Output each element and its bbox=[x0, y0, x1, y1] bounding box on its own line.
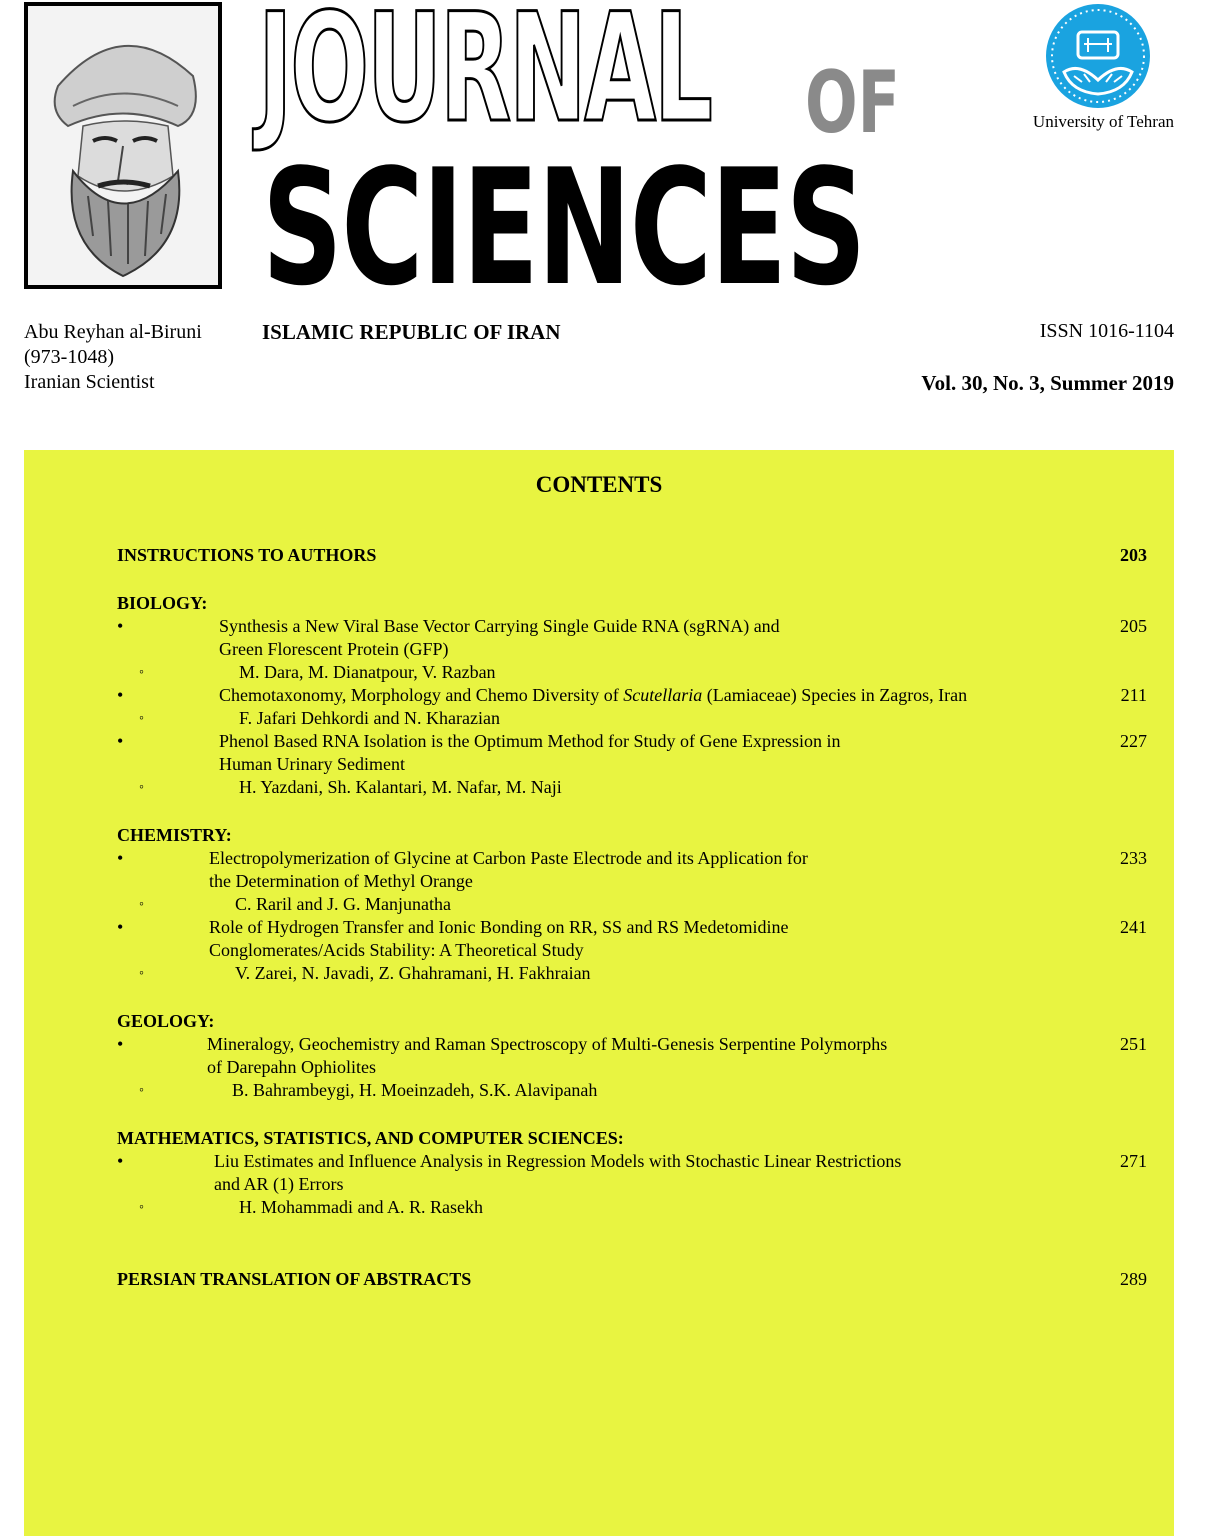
caption-name: Abu Reyhan al-Biruni bbox=[24, 321, 202, 343]
bullet-icon: • bbox=[117, 917, 124, 937]
article-title bbox=[209, 916, 1069, 962]
article-authors bbox=[117, 707, 1147, 730]
sub-bullet-icon: ◦ bbox=[139, 966, 144, 981]
bullet-icon: • bbox=[117, 685, 124, 705]
article-title bbox=[219, 730, 1079, 776]
volume-issue-label: Vol. 30, No. 3, Summer 2019 bbox=[921, 371, 1174, 395]
article-authors bbox=[117, 1079, 1147, 1102]
list-item[interactable] bbox=[117, 730, 1147, 776]
bullet-icon: • bbox=[117, 616, 124, 636]
article-authors bbox=[117, 776, 1147, 799]
article-title-line: Electropolymerization of Glycine at Carbon Paste Electrode and its Application for bbox=[209, 848, 808, 868]
page-number: 227 bbox=[1120, 731, 1147, 751]
section-heading-chemistry: CHEMISTRY: bbox=[117, 825, 232, 845]
page-number: 205 bbox=[1120, 616, 1147, 636]
country-label: ISLAMIC REPUBLIC OF IRAN bbox=[262, 320, 561, 344]
entry-title: INSTRUCTIONS TO AUTHORS bbox=[117, 545, 377, 565]
page-number: 271 bbox=[1120, 1151, 1147, 1171]
article-title-line: Phenol Based RNA Isolation is the Optimum Method for Study of Gene Expression in bbox=[219, 731, 841, 751]
article-authors bbox=[117, 1196, 1147, 1219]
article-title-part: (Lamiaceae) Species in Zagros, Iran bbox=[702, 685, 968, 705]
article-title-line: Role of Hydrogen Transfer and Ionic Bonding on RR, SS and RS Medetomidine bbox=[209, 917, 789, 937]
university-seal-logo bbox=[1044, 2, 1152, 110]
sub-bullet-icon: ◦ bbox=[139, 665, 144, 680]
issn-label: ISSN 1016-1104 bbox=[1039, 320, 1174, 342]
list-item[interactable] bbox=[117, 916, 1147, 962]
page-number: 211 bbox=[1120, 685, 1147, 705]
instructions-entry[interactable] bbox=[117, 544, 1147, 567]
article-authors bbox=[117, 893, 1147, 916]
article-title-line: Mineralogy, Geochemistry and Raman Spectroscopy of Multi-Genesis Serpentine Polymorphs bbox=[207, 1034, 888, 1054]
list-item[interactable] bbox=[117, 684, 1147, 707]
page-number: 241 bbox=[1120, 917, 1147, 937]
authors-text: H. Yazdani, Sh. Kalantari, M. Nafar, M. Naji bbox=[239, 777, 562, 797]
article-title-line: the Determination of Methyl Orange bbox=[209, 871, 473, 891]
article-title bbox=[207, 1033, 1107, 1079]
journal-title-sciences: SCIENCES bbox=[262, 134, 865, 321]
article-title-line: Synthesis a New Viral Base Vector Carrying Single Guide RNA (sgRNA) and bbox=[219, 616, 780, 636]
authors-text: B. Bahrambeygi, H. Moeinzadeh, S.K. Alavipanah bbox=[232, 1080, 598, 1100]
article-title bbox=[214, 1150, 1114, 1196]
page-number: 233 bbox=[1120, 848, 1147, 868]
authors-text: M. Dara, M. Dianatpour, V. Razban bbox=[239, 662, 496, 682]
section-heading-mathematics: MATHEMATICS, STATISTICS, AND COMPUTER SCIENCES: bbox=[117, 1128, 624, 1148]
sub-bullet-icon: ◦ bbox=[139, 711, 144, 726]
contents-heading: CONTENTS bbox=[535, 472, 663, 497]
authors-text: F. Jafari Dehkordi and N. Kharazian bbox=[239, 708, 500, 728]
article-title-italic: Scutellaria bbox=[623, 685, 703, 705]
authors-text: C. Raril and J. G. Manjunatha bbox=[235, 894, 451, 914]
bullet-icon: • bbox=[117, 731, 124, 751]
page-number: 251 bbox=[1120, 1034, 1147, 1054]
university-name: University of Tehran bbox=[1032, 112, 1174, 131]
sub-bullet-icon: ◦ bbox=[139, 1200, 144, 1215]
bullet-icon: • bbox=[117, 848, 124, 868]
article-title-part: Chemotaxonomy, Morphology and Chemo Diversity of bbox=[219, 685, 624, 705]
article-title bbox=[219, 684, 1119, 707]
list-item[interactable] bbox=[117, 1033, 1147, 1079]
table-of-contents bbox=[117, 544, 1147, 1291]
article-title bbox=[209, 847, 1069, 893]
article-authors bbox=[117, 962, 1147, 985]
contents-panel bbox=[24, 450, 1174, 1536]
article-title-line: Green Florescent Protein (GFP) bbox=[219, 639, 449, 659]
authors-text: H. Mohammadi and A. R. Rasekh bbox=[239, 1197, 483, 1217]
caption-years: (973-1048) bbox=[24, 346, 114, 368]
article-title-line: Conglomerates/Acids Stability: A Theoretical Study bbox=[209, 940, 584, 960]
journal-title-word: JOURNAL bbox=[258, 0, 711, 156]
authors-text: V. Zarei, N. Javadi, Z. Ghahramani, H. Fakhraian bbox=[235, 963, 591, 983]
section-heading-geology: GEOLOGY: bbox=[117, 1011, 215, 1031]
article-title bbox=[219, 615, 1079, 661]
journal-title-of: OF bbox=[805, 53, 900, 153]
list-item[interactable] bbox=[117, 847, 1147, 893]
section-heading-biology: BIOLOGY: bbox=[117, 593, 208, 613]
portrait-caption bbox=[24, 320, 202, 395]
article-title-line: Liu Estimates and Influence Analysis in Regression Models with Stochastic Linear Restrictions bbox=[214, 1151, 902, 1171]
list-item[interactable] bbox=[117, 615, 1147, 661]
sub-bullet-icon: ◦ bbox=[139, 780, 144, 795]
article-title-line: Human Urinary Sediment bbox=[219, 754, 405, 774]
article-authors bbox=[117, 661, 1147, 684]
article-title-line: and AR (1) Errors bbox=[214, 1174, 344, 1194]
entry-title: PERSIAN TRANSLATION OF ABSTRACTS bbox=[117, 1269, 472, 1289]
page-number: 203 bbox=[1120, 545, 1147, 565]
caption-description: Iranian Scientist bbox=[24, 371, 155, 393]
persian-abstracts-entry[interactable] bbox=[117, 1268, 1147, 1291]
article-title-line: of Darepahn Ophiolites bbox=[207, 1057, 376, 1077]
page-number: 289 bbox=[1120, 1269, 1147, 1289]
sub-bullet-icon: ◦ bbox=[139, 1083, 144, 1098]
bullet-icon: • bbox=[117, 1151, 124, 1171]
bullet-icon: • bbox=[117, 1034, 124, 1054]
list-item[interactable] bbox=[117, 1150, 1147, 1196]
sub-bullet-icon: ◦ bbox=[139, 897, 144, 912]
portrait-image bbox=[24, 2, 222, 289]
